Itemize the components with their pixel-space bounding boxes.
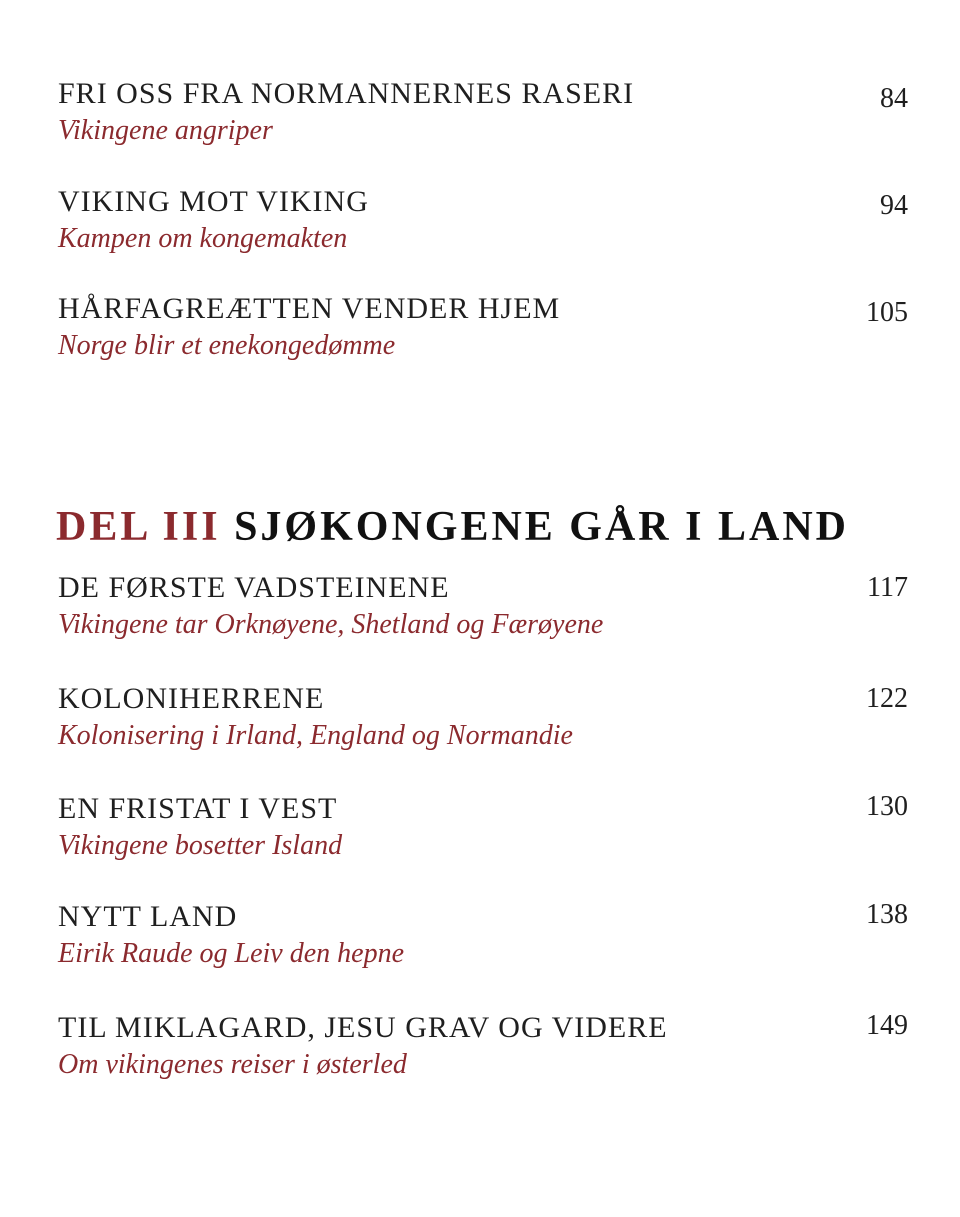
page-number: 117 bbox=[867, 572, 908, 603]
chapter-title: KOLONIHERRENE bbox=[58, 682, 325, 715]
toc-entry[interactable] bbox=[58, 899, 908, 971]
chapter-title: TIL MIKLAGARD, JESU GRAV OG VIDERE bbox=[58, 1011, 668, 1044]
chapter-title: VIKING MOT VIKING bbox=[58, 185, 369, 218]
chapter-subtitle: Norge blir et enekongedømme bbox=[58, 330, 396, 361]
chapter-title: FRI OSS FRA NORMANNERNES RASERI bbox=[58, 77, 635, 110]
chapter-subtitle: Kolonisering i Irland, England og Normandie bbox=[58, 720, 573, 751]
chapter-subtitle: Eirik Raude og Leiv den hepne bbox=[58, 938, 405, 969]
toc-entry[interactable] bbox=[58, 681, 908, 753]
chapter-subtitle: Vikingene bosetter Island bbox=[58, 830, 343, 861]
page-number: 138 bbox=[866, 899, 908, 930]
toc-entry[interactable] bbox=[58, 1010, 908, 1082]
toc-entry[interactable] bbox=[58, 791, 908, 863]
page-number: 105 bbox=[866, 297, 908, 328]
part-label: DEL III bbox=[56, 504, 221, 550]
chapter-subtitle: Vikingene tar Orknøyene, Shetland og Færøyene bbox=[58, 609, 604, 640]
page-number: 84 bbox=[880, 83, 908, 114]
chapter-title: NYTT LAND bbox=[58, 900, 238, 933]
part-title: SJØKONGENE GÅR I LAND bbox=[234, 504, 849, 550]
chapter-title: EN FRISTAT I VEST bbox=[58, 792, 338, 825]
toc-entry[interactable] bbox=[58, 76, 908, 148]
part-heading bbox=[56, 502, 849, 552]
toc-entry[interactable] bbox=[58, 291, 908, 363]
page-number: 122 bbox=[866, 683, 908, 714]
page-number: 130 bbox=[866, 791, 908, 822]
page-number: 94 bbox=[880, 190, 908, 221]
chapter-title: HÅRFAGREÆTTEN VENDER HJEM bbox=[58, 292, 561, 325]
chapter-title: DE FØRSTE VADSTEINENE bbox=[58, 571, 450, 604]
chapter-subtitle: Om vikingenes reiser i østerled bbox=[58, 1049, 407, 1080]
chapter-subtitle: Vikingene angriper bbox=[58, 115, 273, 146]
toc-entry[interactable] bbox=[58, 184, 908, 256]
toc-entry[interactable] bbox=[58, 570, 908, 642]
chapter-subtitle: Kampen om kongemakten bbox=[58, 223, 348, 254]
page-number: 149 bbox=[866, 1010, 908, 1041]
